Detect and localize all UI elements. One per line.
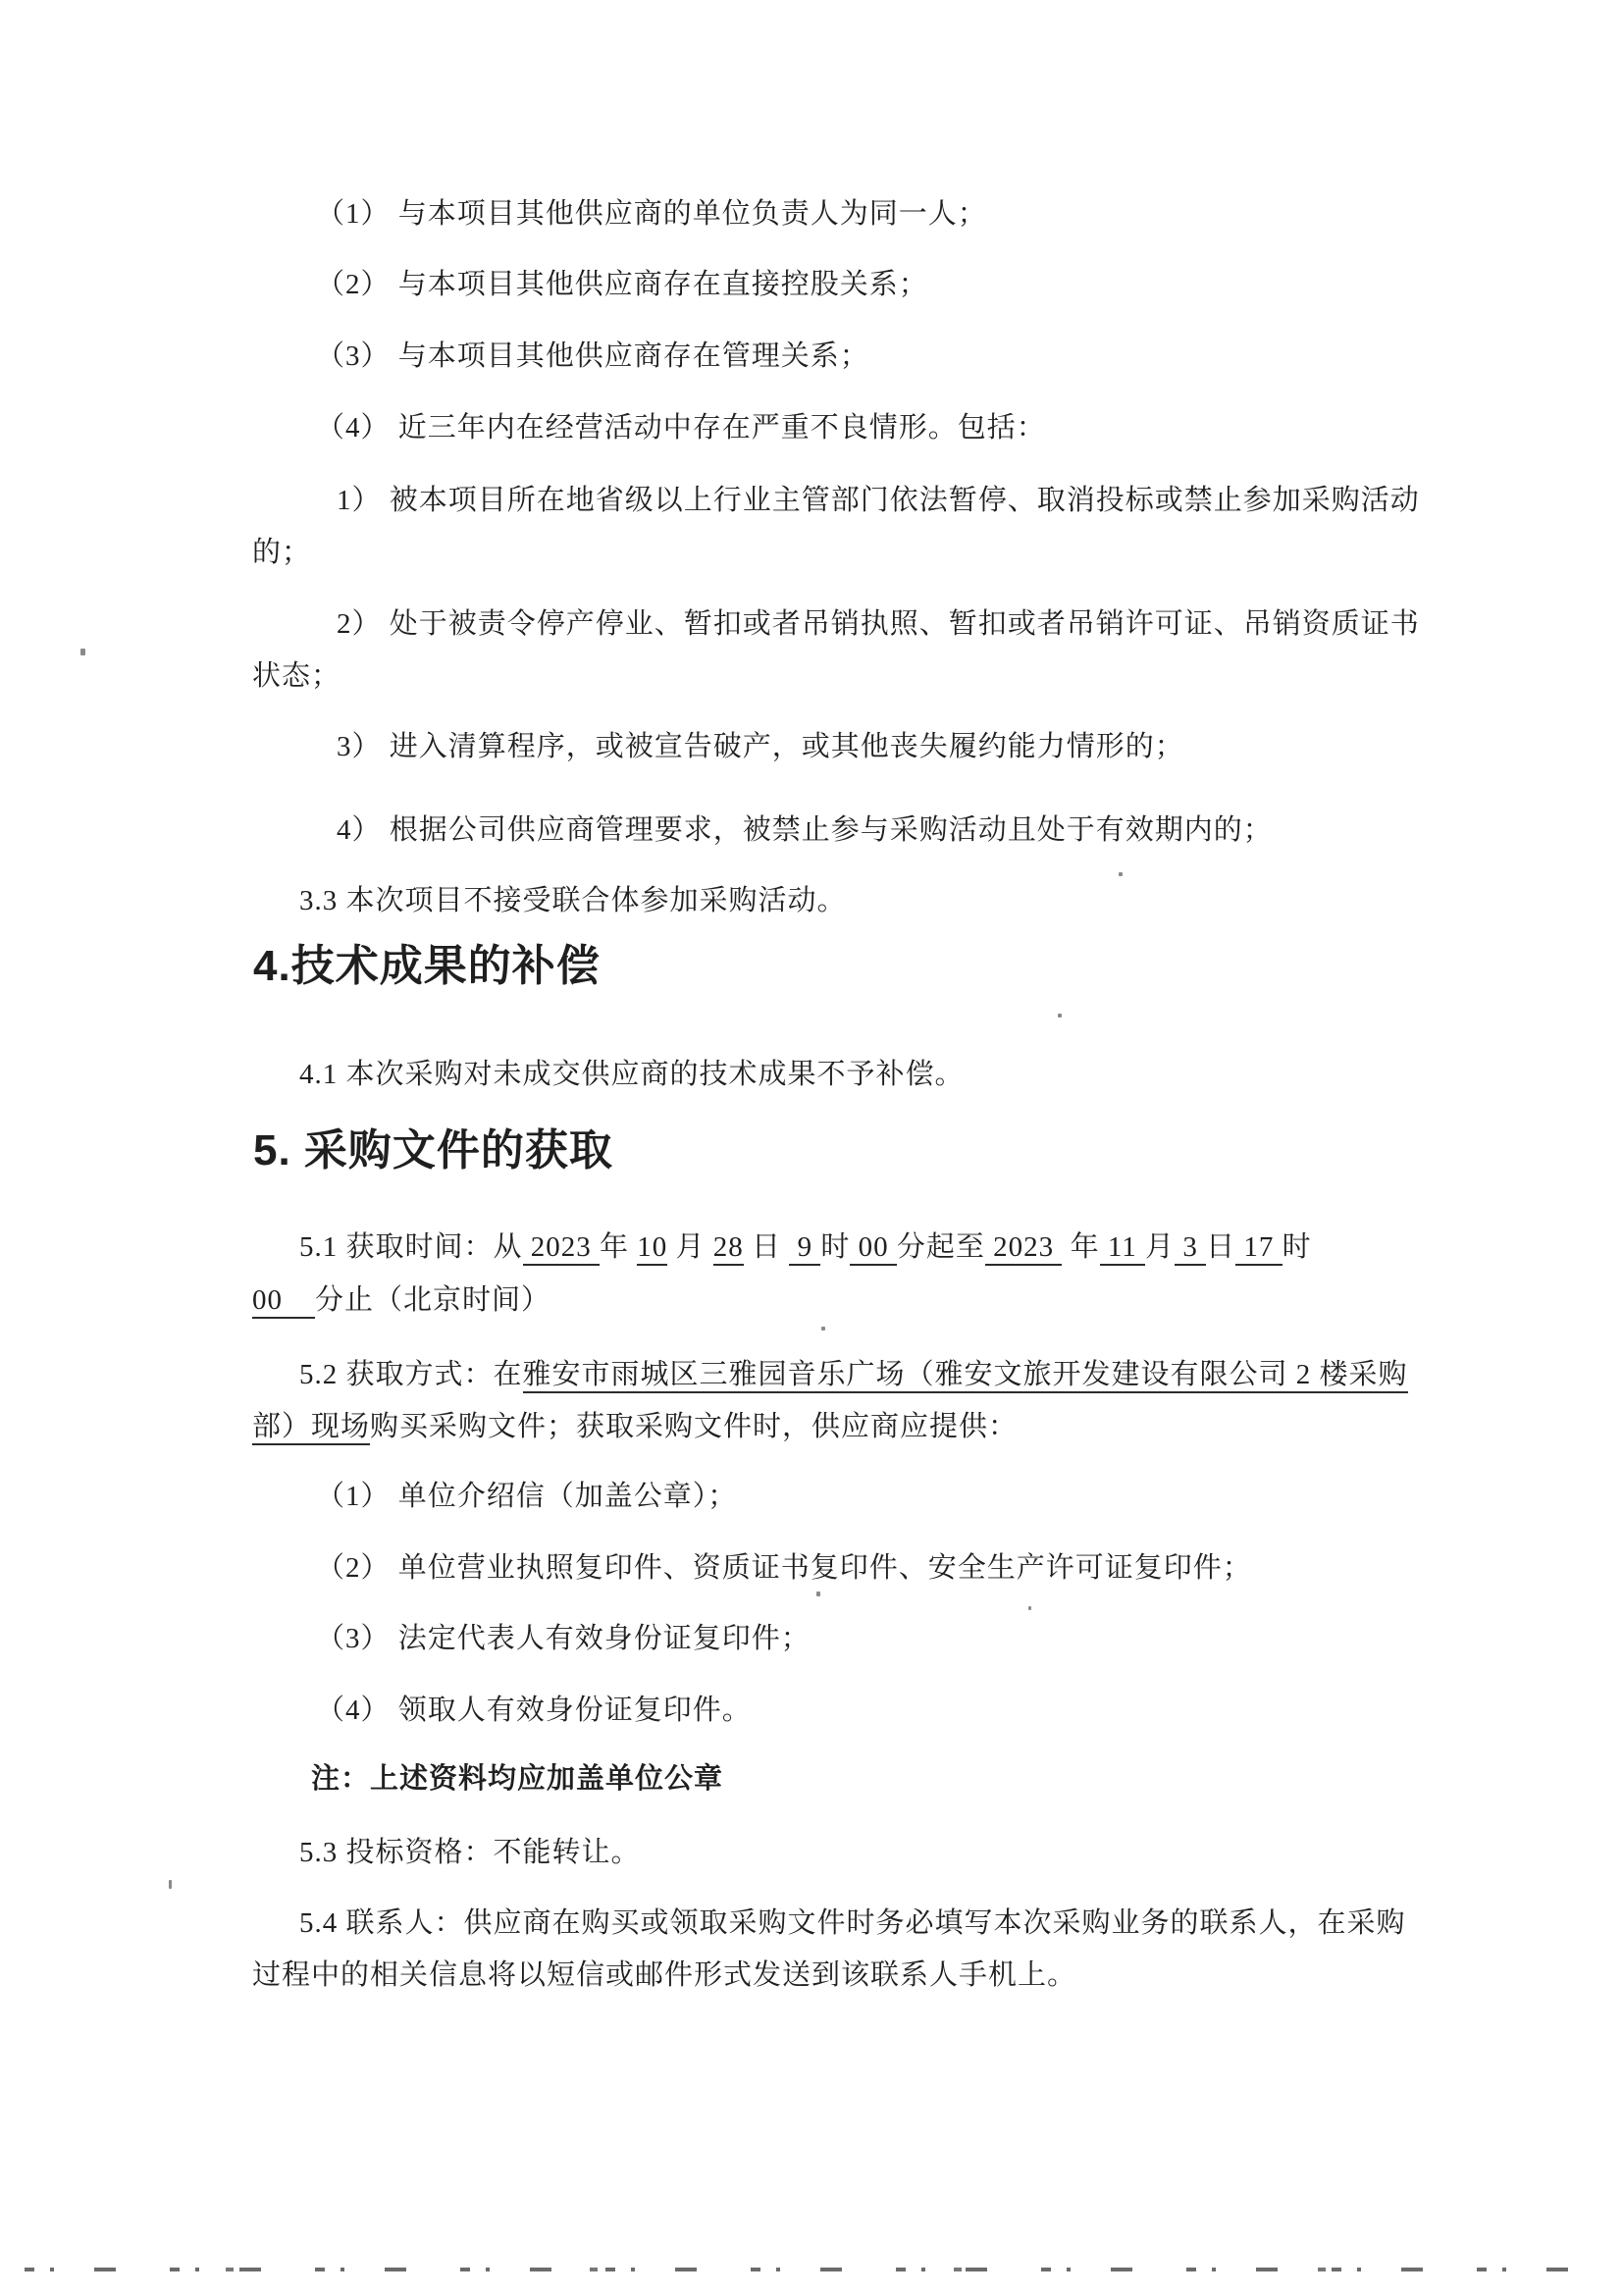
clause-3-2-sub-item-4: 4） 根据公司供应商管理要求，被禁止参与采购活动且处于有效期内的； xyxy=(337,814,1273,846)
fill-in-blank-value: 部）现场 xyxy=(252,1411,370,1445)
clause-5-3: 5.3 投标资格：不能转让。 xyxy=(299,1837,641,1868)
clause-5-1-line-1 xyxy=(299,1229,1312,1265)
scan-speck xyxy=(1028,1606,1031,1610)
clause-3-2-sub-item-2-line-2: 状态； xyxy=(252,660,341,692)
clause-3-2-item-1: （1） 与本项目其他供应商的单位负责人为同一人； xyxy=(316,198,987,230)
text-segment: 年 xyxy=(1062,1231,1100,1263)
required-document-item-3: （3） 法定代表人有效身份证复印件； xyxy=(316,1623,811,1654)
clause-5-4-line-2: 过程中的相关信息将以短信或邮件形式发送到该联系人手机上。 xyxy=(252,1959,1077,1991)
text-segment: 分止（北京时间） xyxy=(315,1284,551,1316)
scan-speck xyxy=(816,1592,820,1596)
required-document-item-1: （1） 单位介绍信（加盖公章）； xyxy=(316,1481,738,1512)
clause-3-2-sub-item-1-line-2: 的； xyxy=(252,537,312,568)
clause-3-3: 3.3 本次项目不接受联合体参加采购活动。 xyxy=(299,885,847,916)
text-segment: 5.1 获取时间：从 xyxy=(299,1231,523,1263)
heading-section-5: 5. 采购文件的获取 xyxy=(253,1126,613,1174)
note-stamp-requirement: 注：上述资料均应加盖单位公章 xyxy=(311,1763,724,1795)
fill-in-blank-value: 11 xyxy=(1100,1231,1145,1266)
clause-5-2-line-2 xyxy=(252,1409,1018,1444)
scan-speck xyxy=(1058,1014,1062,1018)
fill-in-blank-value: 2023 xyxy=(523,1231,601,1266)
fill-in-blank-value: 28 xyxy=(713,1231,744,1266)
text-segment: 分起至 xyxy=(896,1231,985,1263)
text-segment: 年 xyxy=(600,1231,638,1263)
clause-3-2-item-2: （2） 与本项目其他供应商存在直接控股关系； xyxy=(316,269,928,300)
clause-3-2-item-4: （4） 近三年内在经营活动中存在严重不良情形。包括： xyxy=(316,412,1046,444)
fill-in-blank-value: 00 xyxy=(850,1231,897,1266)
clause-3-2-item-3: （3） 与本项目其他供应商存在管理关系； xyxy=(316,340,869,372)
clause-3-2-sub-item-1-line-1: 1） 被本项目所在地省级以上行业主管部门依法暂停、取消投标或禁止参加采购活动 xyxy=(337,485,1420,516)
clause-3-2-sub-item-3: 3） 进入清算程序，或被宣告破产，或其他丧失履约能力情形的； xyxy=(337,731,1184,762)
scan-speck xyxy=(169,1880,172,1889)
text-segment: 时 xyxy=(820,1231,851,1263)
clause-5-2-line-1 xyxy=(299,1357,1408,1392)
fill-in-blank-value: 10 xyxy=(637,1231,667,1266)
text-segment: 月 xyxy=(667,1231,713,1263)
required-document-item-2: （2） 单位营业执照复印件、资质证书复印件、安全生产许可证复印件； xyxy=(316,1552,1252,1584)
fill-in-blank-value: 00 xyxy=(252,1284,315,1319)
fill-in-blank-value: 3 xyxy=(1175,1231,1206,1266)
text-segment: 日 xyxy=(1206,1231,1236,1263)
scan-speck xyxy=(1119,872,1123,876)
clause-5-1-line-2 xyxy=(252,1282,550,1318)
text-segment: 5.2 获取方式：在 xyxy=(299,1359,523,1390)
required-document-item-4: （4） 领取人有效身份证复印件。 xyxy=(316,1695,752,1726)
fill-in-blank-value: 17 xyxy=(1235,1231,1283,1266)
heading-section-4: 4.技术成果的补偿 xyxy=(253,942,601,990)
clause-4-1: 4.1 本次采购对未成交供应商的技术成果不予补偿。 xyxy=(299,1059,965,1090)
clause-3-2-sub-item-2-line-1: 2） 处于被责令停产停业、暂扣或者吊销执照、暂扣或者吊销许可证、吊销资质证书 xyxy=(337,608,1420,640)
scan-speck xyxy=(80,649,85,655)
clause-5-4-line-1: 5.4 联系人：供应商在购买或领取采购文件时务必填写本次采购业务的联系人，在采购 xyxy=(299,1907,1406,1939)
text-segment: 购买采购文件；获取采购文件时，供应商应提供： xyxy=(370,1411,1019,1442)
scan-speck xyxy=(821,1327,825,1331)
fill-in-blank-value: 9 xyxy=(789,1231,820,1266)
fill-in-blank-value: 2023 xyxy=(985,1231,1063,1266)
text-segment: 日 xyxy=(743,1231,790,1263)
scan-noise-line xyxy=(25,2268,1590,2271)
fill-in-blank-value: 雅安市雨城区三雅园音乐广场（雅安文旅开发建设有限公司 2 楼采购 xyxy=(523,1359,1408,1393)
text-segment: 时 xyxy=(1282,1231,1312,1263)
text-segment: 月 xyxy=(1145,1231,1176,1263)
